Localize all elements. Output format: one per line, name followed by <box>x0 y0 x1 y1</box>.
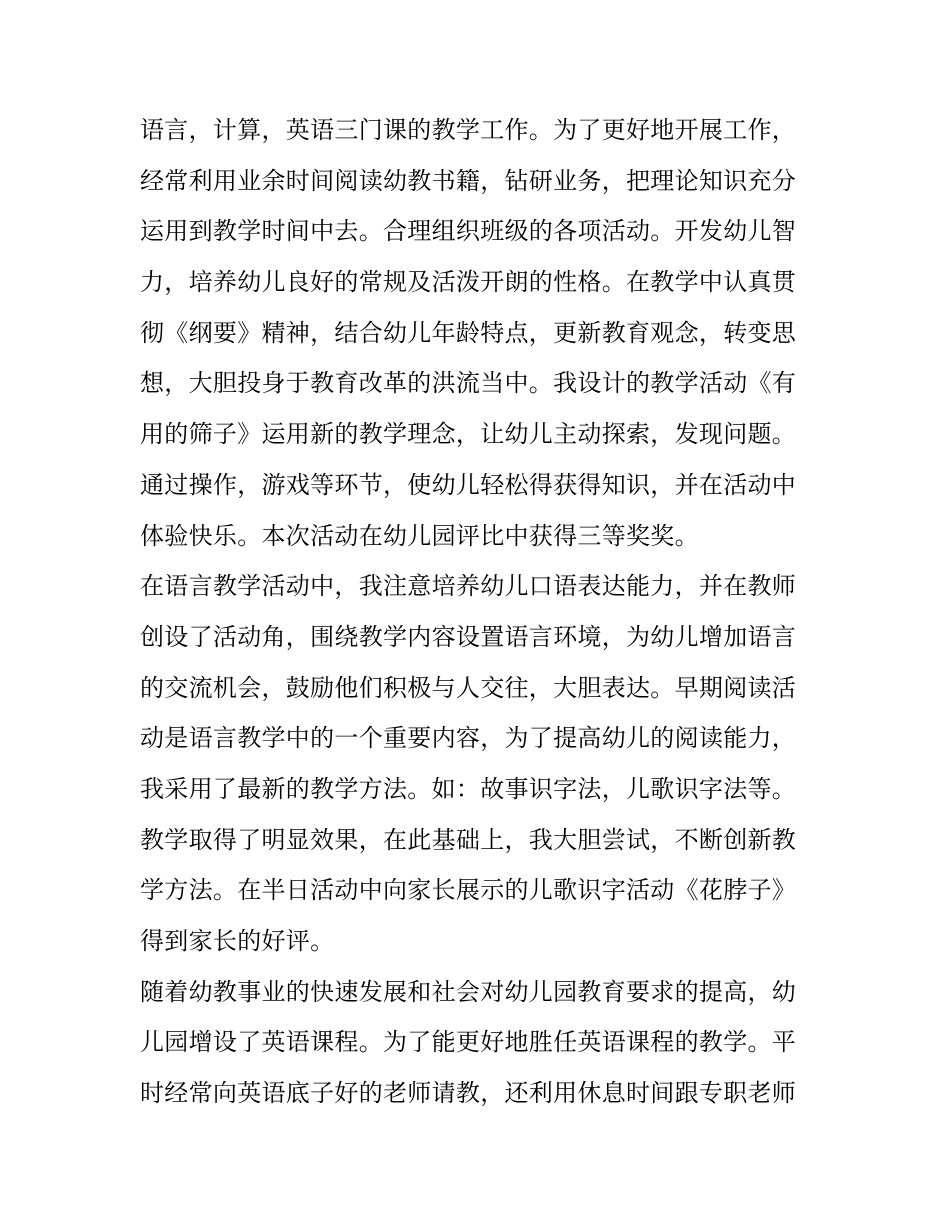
text-line: 体验快乐。本次活动在幼儿园评比中获得三等奖奖。 <box>140 521 699 550</box>
text-line: 时经常向英语底子好的老师请教，还利用休息时间跟专职老师 <box>140 1079 797 1108</box>
text-line: 创设了活动角，围绕教学内容设置语言环境，为幼儿增加语言 <box>140 622 797 651</box>
text-line: 得到家长的好评。 <box>140 927 335 955</box>
text-line: 动是语言教学中的一个重要内容，为了提高幼儿的阅读能力， <box>140 724 797 753</box>
text-line: 力，培养幼儿良好的常规及活泼开朗的性格。在教学中认真贯 <box>140 268 797 297</box>
text-line: 在语言教学活动中，我注意培养幼儿口语表达能力，并在教师 <box>140 572 797 601</box>
text-line: 学方法。在半日活动中向家长展示的儿歌识字活动《花脖子》 <box>140 876 797 905</box>
text-line: 运用到教学时间中去。合理组织班级的各项活动。开发幼儿智 <box>140 217 797 246</box>
text-line: 用的筛子》运用新的教学理念，让幼儿主动探索，发现问题。 <box>140 420 797 449</box>
text-line: 经常利用业余时间阅读幼教书籍，钻研业务，把理论知识充分 <box>140 166 797 195</box>
body-text <box>140 105 820 1119</box>
text-line: 我采用了最新的教学方法。如：故事识字法，儿歌识字法等。 <box>140 774 797 803</box>
text-line: 随着幼教事业的快速发展和社会对幼儿园教育要求的提高，幼 <box>140 977 797 1006</box>
text-line: 通过操作，游戏等环节，使幼儿轻松得获得知识，并在活动中 <box>140 470 797 499</box>
text-line: 想，大胆投身于教育改革的洪流当中。我设计的教学活动《有 <box>140 369 797 398</box>
text-line: 儿园增设了英语课程。为了能更好地胜任英语课程的教学。平 <box>140 1028 797 1057</box>
text-line: 语言，计算，英语三门课的教学工作。为了更好地开展工作， <box>140 116 797 144</box>
text-line: 彻《纲要》精神，结合幼儿年龄特点，更新教育观念，转变思 <box>140 318 797 347</box>
text-line: 教学取得了明显效果，在此基础上，我大胆尝试，不断创新教 <box>140 825 797 854</box>
text-line: 的交流机会，鼓励他们积极与人交往，大胆表达。早期阅读活 <box>140 673 797 702</box>
